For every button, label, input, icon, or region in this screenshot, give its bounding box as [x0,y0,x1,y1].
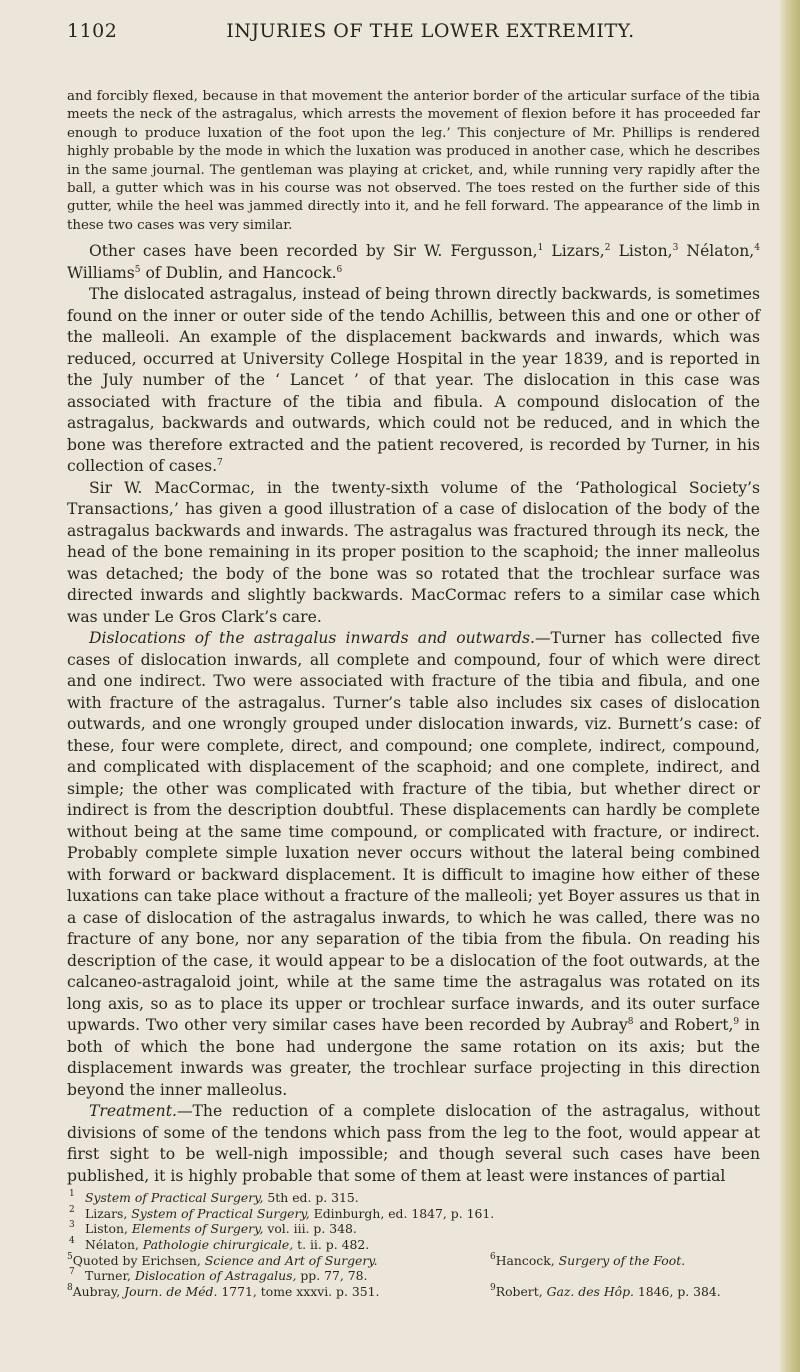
footnote-ref[interactable]: 8 [627,1017,634,1028]
footnote: $^2$ Lizars, System of Practical Surgery, Edinburgh, ed. 1847, p. 161. [69,1204,495,1221]
footnote-ref[interactable]: 4 [754,243,760,254]
paragraph-other-cases: Other cases have been recorded by Sir W. Fergusson,$^1$ Lizars,$^2$ Liston,$^3$ Nélaton,$^4$ Williams$^5$ of Dublin, and Hancock.$^6$ [67,242,760,282]
section-heading: Dislocations of the astragalus inwards and outwards. [89,629,536,648]
footnotes [67,1190,760,1299]
footnote: $^1$ System of Practical Surgery, 5th ed. p. 315. [69,1189,359,1206]
footnote: $^4$ Nélaton, Pathologie chirurgicale, t. ii. p. 482. [69,1236,370,1253]
footnote-row: $^8$ Aubray, Journ. de Méd. 1771, tome xxxvi. p. 351. $^9$ Robert, Gaz. des Hôp. 1846, p. 384. [67,1282,721,1299]
page-body [67,88,760,1299]
intro-paragraph: and forcibly flexed, because in that movement the anterior border of the articular surface of the tibia meets the neck of the astragalus, which arrests the movement of flexion before it has proceeded far enough to produce luxation of the foot upon the leg.’ This conjecture of Mr. Phillips is rendered highly probable by the mode in which the luxation was produced in another case, which he describes in the same journal. The gentleman was playing at cricket, and, while running very rapidly after the ball, a gutter which was in his course was not observed. The toes rested on the further side of this gutter, while the heel was jammed directly into it, and he fell forward. The appearance of the limb in these two cases was very similar. [67,89,760,233]
footnote-ref[interactable]: 9 [733,1017,740,1028]
page-number: 1102 [67,20,118,42]
footnote-ref[interactable]: 3 [672,243,679,254]
footnote-ref[interactable]: 6 [336,264,343,275]
footnote-ref[interactable]: 5 [134,264,141,275]
page-edge-shadow [778,0,800,1372]
footnote: $^3$ Liston, Elements of Surgery, vol. iii. p. 348. [69,1220,357,1237]
footnote: $^7$ Turner, Dislocation of Astragalus, pp. 77, 78. [69,1267,368,1284]
footnote-row: $^5$ Quoted by Erichsen, Science and Art of Surgery. $^6$ Hancock, Surgery of the Foot. [67,1251,686,1268]
paragraph-dislocated-astragalus: The dislocated astragalus, instead of being thrown directly backwards, is sometimes found on the inner or outer side of the tendo Achillis, between this and one or other of the malleoli. An example of the displacement backwards and inwards, which was reduced, occurred at University College Hospital in the year 1839, and is reported in the July number of the ‘ Lancet ’ of that year. The dislocation in this case was associated with fracture of the tibia and fibula. A compound dislocation of the astragalus, backwards and outwards, which could not be reduced, and in which the bone was therefore extracted and the patient recovered, is recorded by Turner, in his collection of cases.$^7$ [67,285,760,476]
paragraph-dislocations-inwards-outwards: Dislocations of the astragalus inwards and outwards.—Turner has collected five cases of dislocation inwards, all complete and compound, four of which were direct and one indirect. Two were associated with fracture of the tibia and fibula, and one with fracture of the astragalus. Turner’s table also includes six cases of dislocation outwards, and one wrongly grouped under dislocation inwards, viz. Burnett’s case: of these, four were complete, direct, and compound; one complete, indirect, compound, and complicated with displacement of the scaphoid; and one complete, indirect, and simple; the other was complicated with fracture of the tibia, but whether direct or indirect is from the description doubtful. These displacements can hardly be complete without being at the same time compound, or complicated with fracture, or indirect. Probably complete simple luxation never occurs without the lateral being combined with forward or backward displacement. It is difficult to imagine how either of these luxations can take place without a fracture of the malleoli; yet Boyer assures us that in a case of dislocation of the astragalus inwards, to which he was called, there was no fracture of any bone, nor any separation of the tibia from the fibula. On reading his description of the case, it would appear to be a dislocation of the foot outwards, at the calcaneo-astragaloid joint, while at the same time the astragalus was rotated on its long axis, so as to place its upper or trochlear surface inwards, and its outer surface upwards. Two other very similar cases have been recorded by Aubray$^8$ and Robert,$^9$ in both of which the bone had undergone the same rotation on its axis; but the displacement inwards was greater, the trochlear surface projecting in this direction beyond the inner malleolus. [67,629,761,1099]
footnote-ref[interactable]: 2 [604,243,611,254]
running-header [67,20,760,56]
footnote-ref[interactable]: 7 [217,458,223,469]
paragraph-maccormac: Sir W. MacCormac, in the twenty-sixth volume of the ‘Pathological Society’s Transactions,’ has given a good illustration of a case of dislocation of the body of the astragalus backwards and inwards. The astragalus was fractured through its neck, the head of the bone remaining in its proper position to the scaphoid; the inner malleolus was detached; the body of the bone was so rotated that the trochlear surface was directed inwards and slightly backwards. MacCormac refers to a similar case which was under Le Gros Clark’s care. [67,478,760,626]
footnote-ref[interactable]: 1 [537,243,544,254]
section-heading: Treatment. [89,1102,177,1121]
paragraph-treatment: Treatment.—The reduction of a complete dislocation of the astragalus, without divisions of some of the tendons which pass from the leg to the foot, would appear at first sight to be well-nigh impossible; and though several such cases have been published, it is highly probable that some of them at least were instances of partial [67,1102,760,1185]
running-title: INJURIES OF THE LOWER EXTREMITY. [226,20,635,42]
